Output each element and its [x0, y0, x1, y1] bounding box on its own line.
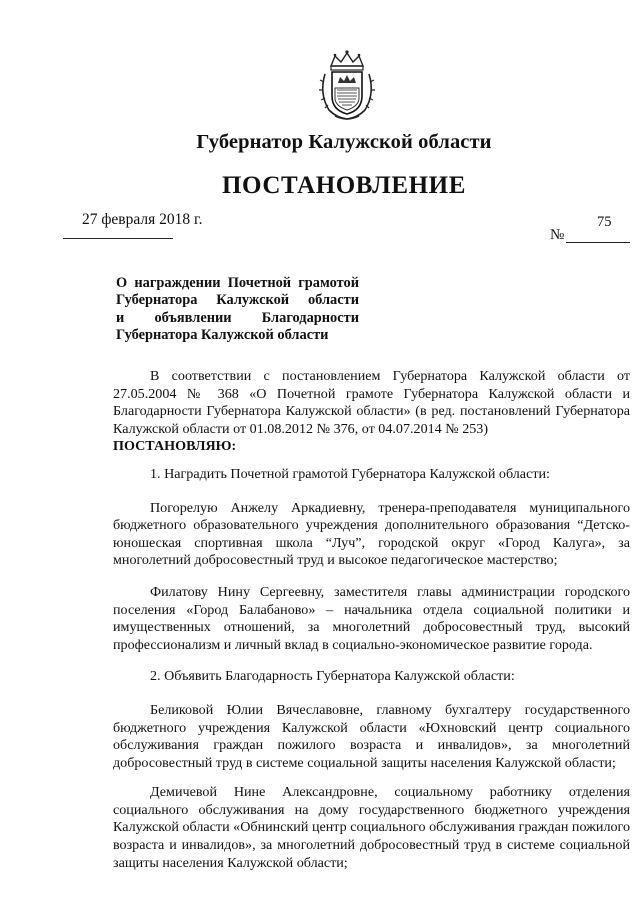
gratitude-paragraph: Демичевой Нине Александровне, социальному работнику отделения социального обслуживания на дому государственного бюджетного учреждения Калужской области «Обнинский центр социального обслуживания граждан пожилого возраста и инвалидов», за многолетний добросовестный труд в системе социальной защиты населения Калужской области;	[113, 784, 630, 871]
preamble-paragraph: В соответствии с постановлением Губернатора Калужской области от 27.05.2004 № 368 «О Почетной грамоте Губернатора Калужской области и Благодарности Губернатора Калужской области» (в ред. постановлений Губернатора Калужской области от 01.08.2012 № 376, от 04.07.2014 № 253) ПОСТАНОВЛЯЮ:	[113, 368, 630, 455]
number-underline	[566, 242, 630, 243]
kaluga-coat-of-arms-icon	[317, 48, 377, 122]
subject-line: и объявлении Благодарности	[116, 309, 359, 326]
award-paragraph: Филатову Нину Сергеевну, заместителя главы администрации городского поселения «Город Балабаново» – начальника отдела социальной политики и имущественных отношений, за многолетний добросовестный труд, высокий профессионализм и личный вклад в социально-экономическое развитие города.	[113, 583, 630, 653]
award-paragraph: Погорелую Анжелу Аркадиевну, тренера-преподавателя муниципального бюджетного образовательного учреждения дополнительного образования “Детско-юношеская спортивная школа “Луч”, городской округ «Город Калуга», за многолетний добросовестный труд и высокое педагогическое мастерство;	[113, 499, 630, 569]
subject-line: Губернатора Калужской области	[116, 292, 359, 309]
authority-title: Губернатор Калужской области	[196, 131, 492, 153]
subject-line: Губернатора Калужской области	[116, 327, 329, 344]
document-subject	[116, 275, 359, 345]
document-number: 75	[597, 214, 612, 230]
item-2-heading: 2. Объявить Благодарность Губернатора Калужской области:	[150, 668, 515, 685]
gratitude-paragraph: Беликовой Юлии Вячеславовне, главному бухгалтеру государственного бюджетного учреждения Калужской области «Юхновский центр социального обслуживания граждан пожилого возраста и инвалидов», за многолетний добросовестный труд в системе социальной защиты населения Калужской области;	[113, 701, 630, 771]
document-date: 27 февраля 2018 г.	[82, 211, 203, 228]
subject-line: О награждении Почетной грамотой	[116, 275, 359, 291]
item-1-heading: 1. Наградить Почетной грамотой Губернатора Калужской области:	[150, 465, 550, 482]
document-body	[113, 368, 630, 872]
date-underline	[63, 238, 173, 239]
decree-word: ПОСТАНОВЛЯЮ:	[113, 438, 237, 455]
document-type-heading: ПОСТАНОВЛЕНИЕ	[221, 172, 467, 199]
number-sign: №	[550, 227, 565, 243]
